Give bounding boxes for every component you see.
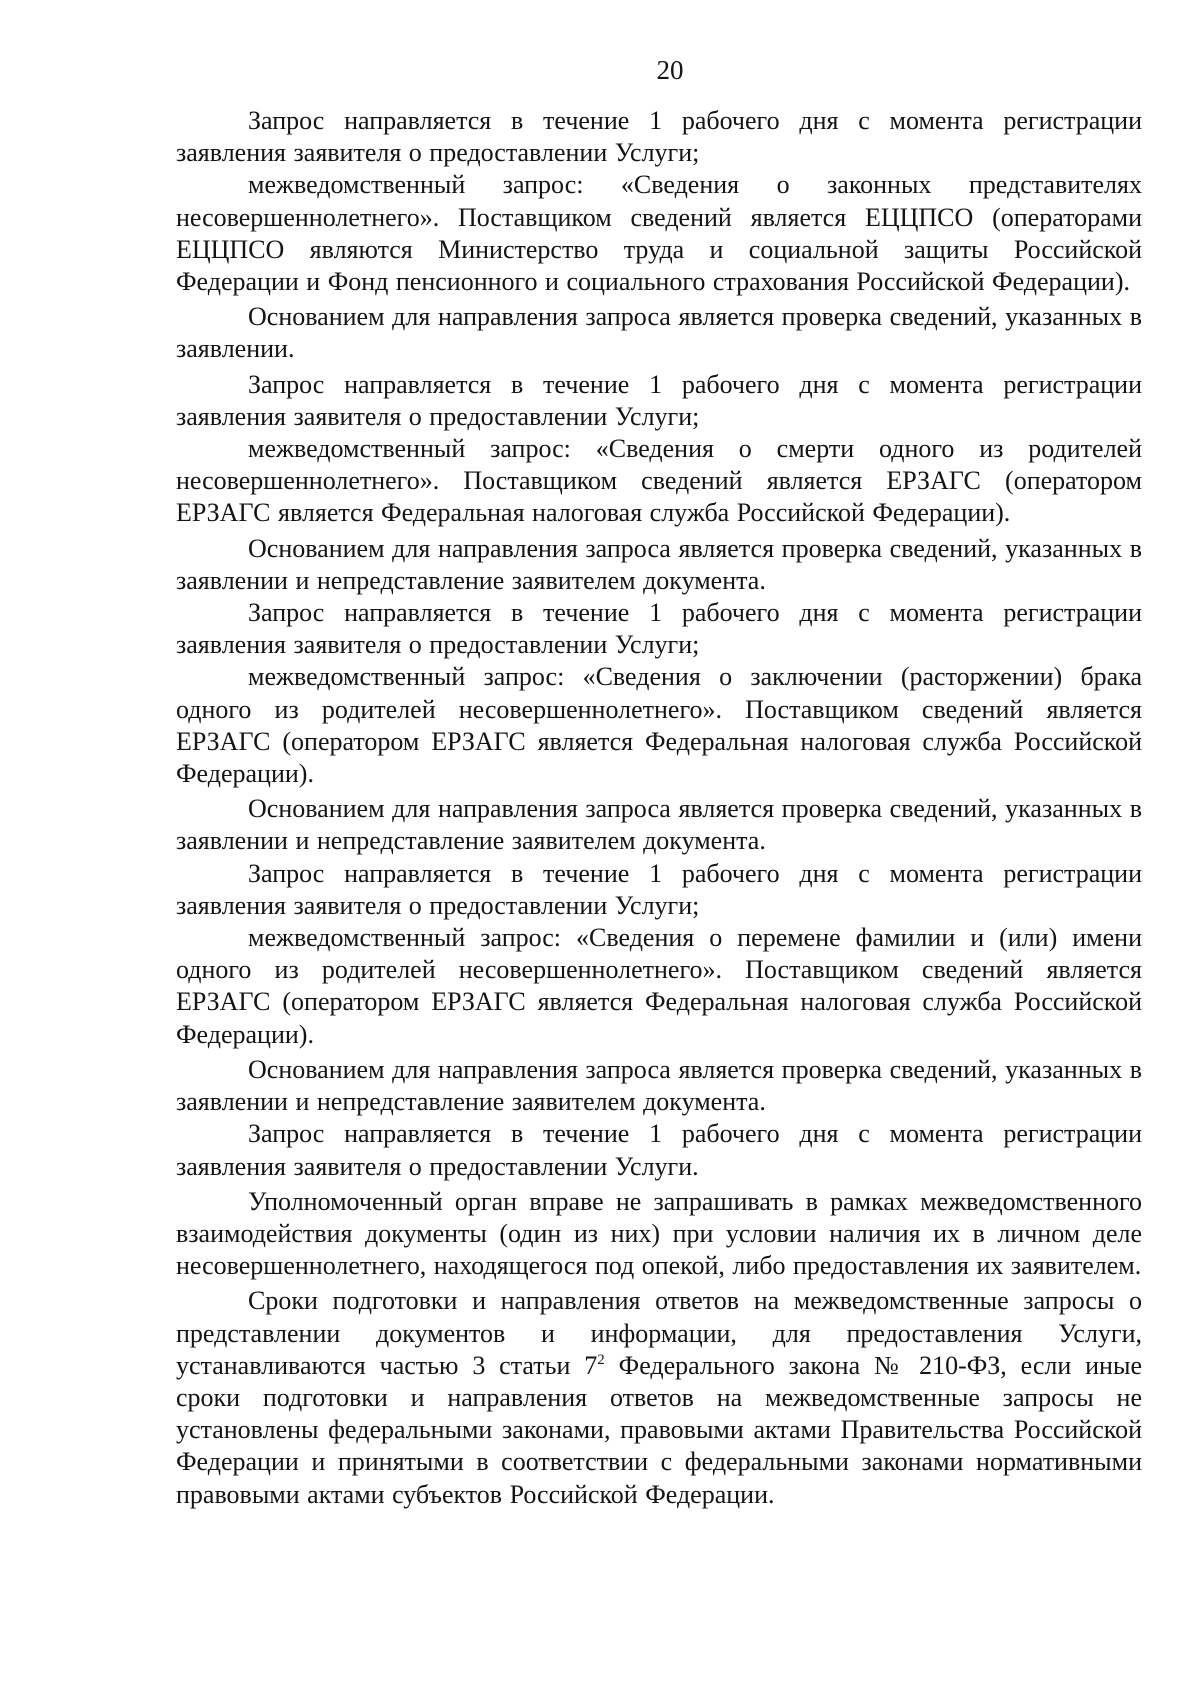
document-body xyxy=(176,105,1142,1511)
paragraph-request-deadline: Запрос направляется в течение 1 рабочего дня с момента регистрации заявления заявителя о предоставлении Услуги. xyxy=(176,1119,1142,1181)
paragraph-request-name-change-of-parent: межведомственный запрос: «Сведения о перемене фамилии и (или) имени одного из родителей несовершеннолетнего». Поставщиком сведений является ЕРЗАГС (оператором ЕРЗАГС является Федеральная налоговая служба Российской Федерации). xyxy=(176,923,1142,1049)
paragraph-request-deadline: Запрос направляется в течение 1 рабочего дня с момента регистрации заявления заявителя о предоставлении Услуги; xyxy=(176,106,1142,168)
paragraph-authority-right: Уполномоченный орган вправе не запрашивать в рамках межведомственного взаимодействия документы (один из них) при условии наличия их в личном деле несовершеннолетнего, находящегося под опекой, либо предоставления их заявителем. xyxy=(176,1186,1142,1281)
paragraph-request-death-of-parent: межведомственный запрос: «Сведения о смерти одного из родителей несовершеннолетнего». Поставщиком сведений является ЕРЗАГС (оператором ЕРЗАГС является Федеральная налоговая служба Российской Федерации). xyxy=(176,434,1142,528)
page-number: 20 xyxy=(656,55,684,85)
article-superscript: 2 xyxy=(597,1351,605,1368)
paragraph-request-basis: Основанием для направления запроса является проверка сведений, указанных в заявлении. xyxy=(176,302,1142,364)
paragraph-request-basis: Основанием для направления запроса является проверка сведений, указанных в заявлении и непредставление заявителем документа. xyxy=(176,1054,1142,1117)
paragraph-request-deadline: Запрос направляется в течение 1 рабочего дня с момента регистрации заявления заявителя о предоставлении Услуги; xyxy=(176,598,1142,660)
paragraph-response-deadlines xyxy=(176,1285,1142,1510)
paragraph-request-deadline: Запрос направляется в течение 1 рабочего дня с момента регистрации заявления заявителя о предоставлении Услуги; xyxy=(176,858,1142,920)
paragraph-request-basis: Основанием для направления запроса является проверка сведений, указанных в заявлении и непредставление заявителем документа. xyxy=(176,533,1142,595)
paragraph-request-legal-representatives: межведомственный запрос: «Сведения о законных представителях несовершеннолетнего». Поставщиком сведений является ЕЦЦПСО (операторами ЕЦЦПСО являются Министерство труда и социальной защиты Российской Федерации и Фонд пенсионного и социального страхования Российской Федерации). xyxy=(176,170,1142,297)
response-deadlines-text-continued: Федерального закона № 210-ФЗ, если иные сроки подготовки и направления ответов на межведомственные запросы не установлены федеральными законами, правовыми актами Правительства Российской Федерации и принятыми в соответствии с федеральными законами нормативными правовыми актами субъектов Российской Федерации. xyxy=(176,1350,1142,1509)
paragraph-request-deadline: Запрос направляется в течение 1 рабочего дня с момента регистрации заявления заявителя о предоставлении Услуги; xyxy=(176,369,1142,431)
paragraph-request-marriage-of-parent: межведомственный запрос: «Сведения о заключении (расторжении) брака одного из родителей несовершеннолетнего». Поставщиком сведений является ЕРЗАГС (оператором ЕРЗАГС является Федеральная налоговая служба Российской Федерации). xyxy=(176,662,1142,789)
response-deadlines-text: Сроки подготовки и направления ответов на межведомственные запросы о представлении документов и информации, для предоставления Услуги, устанавливаются частью 3 статьи 7 xyxy=(176,1286,1142,1380)
paragraph-request-basis: Основанием для направления запроса является проверка сведений, указанных в заявлении и непредставление заявителем документа. xyxy=(176,794,1142,856)
